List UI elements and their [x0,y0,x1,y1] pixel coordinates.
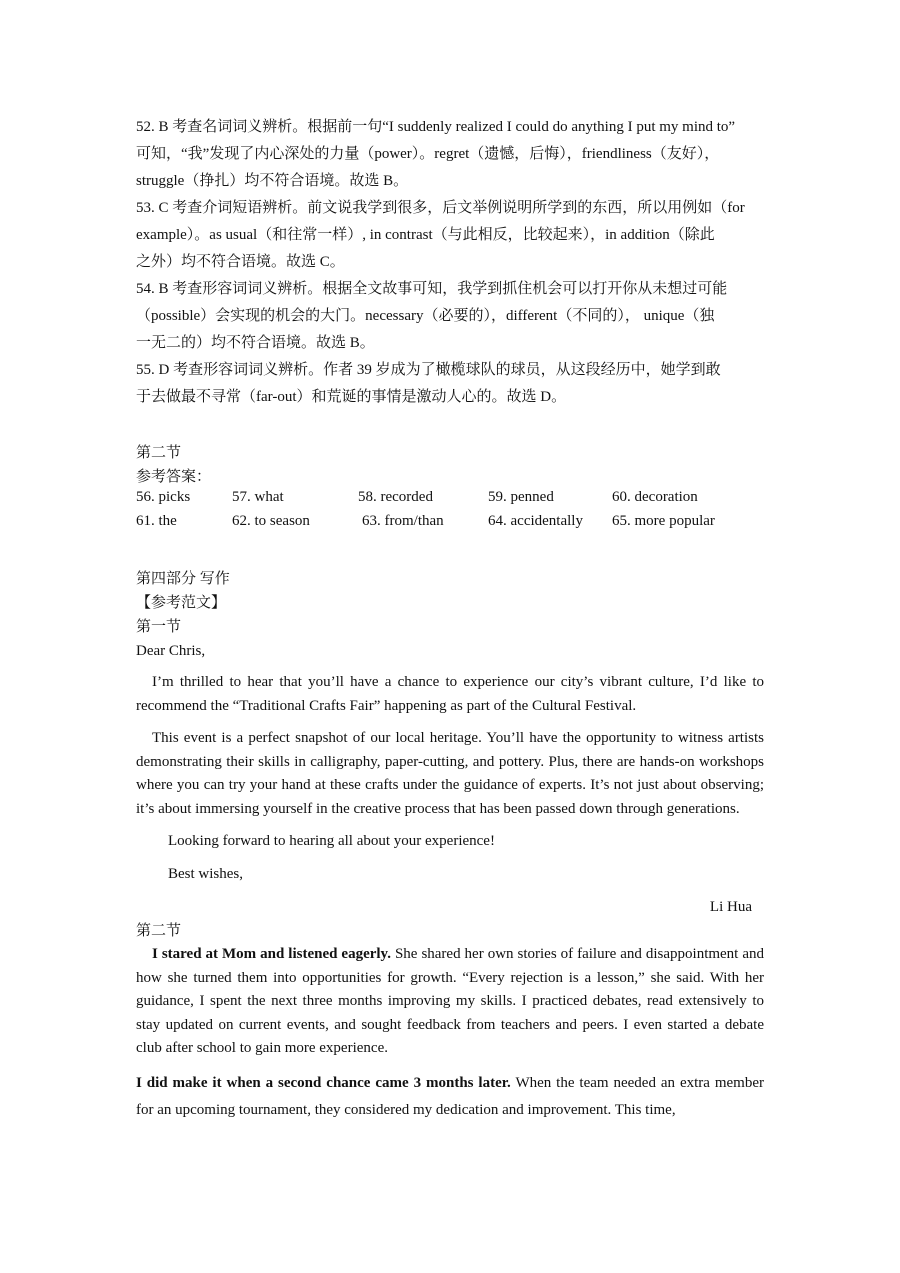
answer-explanation-53 [136,195,764,276]
part-heading: 第四部分 写作 [136,571,230,587]
letter-paragraph: Looking forward to hearing all about your experience! [168,833,495,849]
paragraph-lead-sentence: I did make it when a second chance came 3 months later. [136,1074,511,1091]
answer-row [136,489,715,513]
story-paragraph [136,943,764,1061]
reference-answer-label: 参考答案： [136,469,212,485]
document-page [136,114,764,1133]
answer-cell: 59. penned [488,489,554,505]
section-two-answers [136,441,764,537]
answer-explanation-54 [136,276,764,357]
paragraph-body: She shared her own stories of failure and disappointment and how she turned them into opportunities for growth. “Every rejection is a lesson,” she said. With her guidance, I spent the next three months improving my skills. I practiced debates, read extensively to stay updated on current events, and sought feedback from teachers and peers. I even started a debate club after school to gain more experience. [136,946,764,1056]
answer-cell: 61. the [136,513,177,529]
story-paragraph [136,1070,764,1124]
writing-section [136,567,764,1124]
section-heading: 第二节 [136,445,182,461]
answer-cell: 56. picks [136,489,191,505]
subsection-heading: 第一节 [136,619,182,635]
text-line: 55. D 考查形容词词义辨析。作者 39 岁成为了橄榄球队的球员，从这段经历中，她学到敢 [136,362,721,378]
text-line: 可知，“我”发现了内心深处的力量（power）。regret（遗憾，后悔），friendliness（友好）， [136,146,720,162]
text-line: struggle（挣扎）均不符合语境。故选 B。 [136,173,409,189]
letter-paragraph: This event is a perfect snapshot of our local heritage. You’ll have the opportunity to witness artists demonstrating their skills in calligraphy, paper-cutting, and pottery. Plus, there are hands-on workshops where you can try your hand at these crafts under the guidance of experts. It’s not just about observing; it’s about immersing yourself in the creative process that has been passed down through generations. [136,730,764,817]
text-line: 之外）均不符合语境。故选 C。 [136,254,345,270]
text-line: （possible）会实现的机会的大门。necessary（必要的），different（不同的）， unique（独 [136,308,715,324]
answer-cell: 58. recorded [358,489,433,505]
text-line: example）。as usual（和往常一样）, in contrast（与此相反，比较起来），in addition（除此 [136,227,715,243]
answer-cell: 57. what [232,489,284,505]
sample-label: 【参考范文】 [136,595,227,611]
answer-explanation-52 [136,114,764,195]
text-line: 52. B 考查名词词义辨析。根据前一句“I suddenly realized I could do anything I put my mind to” [136,119,736,135]
answer-cell: 65. more popular [612,513,715,529]
letter-closing: Best wishes, [168,865,243,882]
text-line: 一无二的）均不符合语境。故选 B。 [136,335,375,351]
letter-signature: Li Hua [709,899,752,915]
text-line: 于去做最不寻常（far-out）和荒诞的事情是激动人心的。故选 D。 [136,389,567,405]
answer-row [136,513,715,537]
letter-salutation: Dear Chris, [136,643,206,659]
text-line: 53. C 考查介词短语辨析。前文说我学到很多，后文举例说明所学到的东西，所以用例如（for [136,200,745,216]
letter-paragraph: I’m thrilled to hear that you’ll have a chance to experience our city’s vibrant culture, I’d like to recommend the “Traditional Crafts Fair” happening as part of the Cultural Festival. [136,674,764,714]
paragraph-lead-sentence: I stared at Mom and listened eagerly. [152,946,391,962]
text-line: 54. B 考查形容词词义辨析。根据全文故事可知，我学到抓住机会可以打开你从未想过可能 [136,281,728,297]
answer-cell: 63. from/than [362,513,444,529]
paragraph-body: When the team needed an extra member for an upcoming tournament, they considered my dedication and improvement. This time, [136,1074,764,1118]
answer-table [136,489,715,537]
answer-cell: 62. to season [232,513,310,529]
answer-cell: 64. accidentally [488,513,583,529]
answer-cell: 60. decoration [612,489,698,505]
subsection-heading: 第二节 [136,923,182,939]
answer-explanation-55 [136,357,764,411]
